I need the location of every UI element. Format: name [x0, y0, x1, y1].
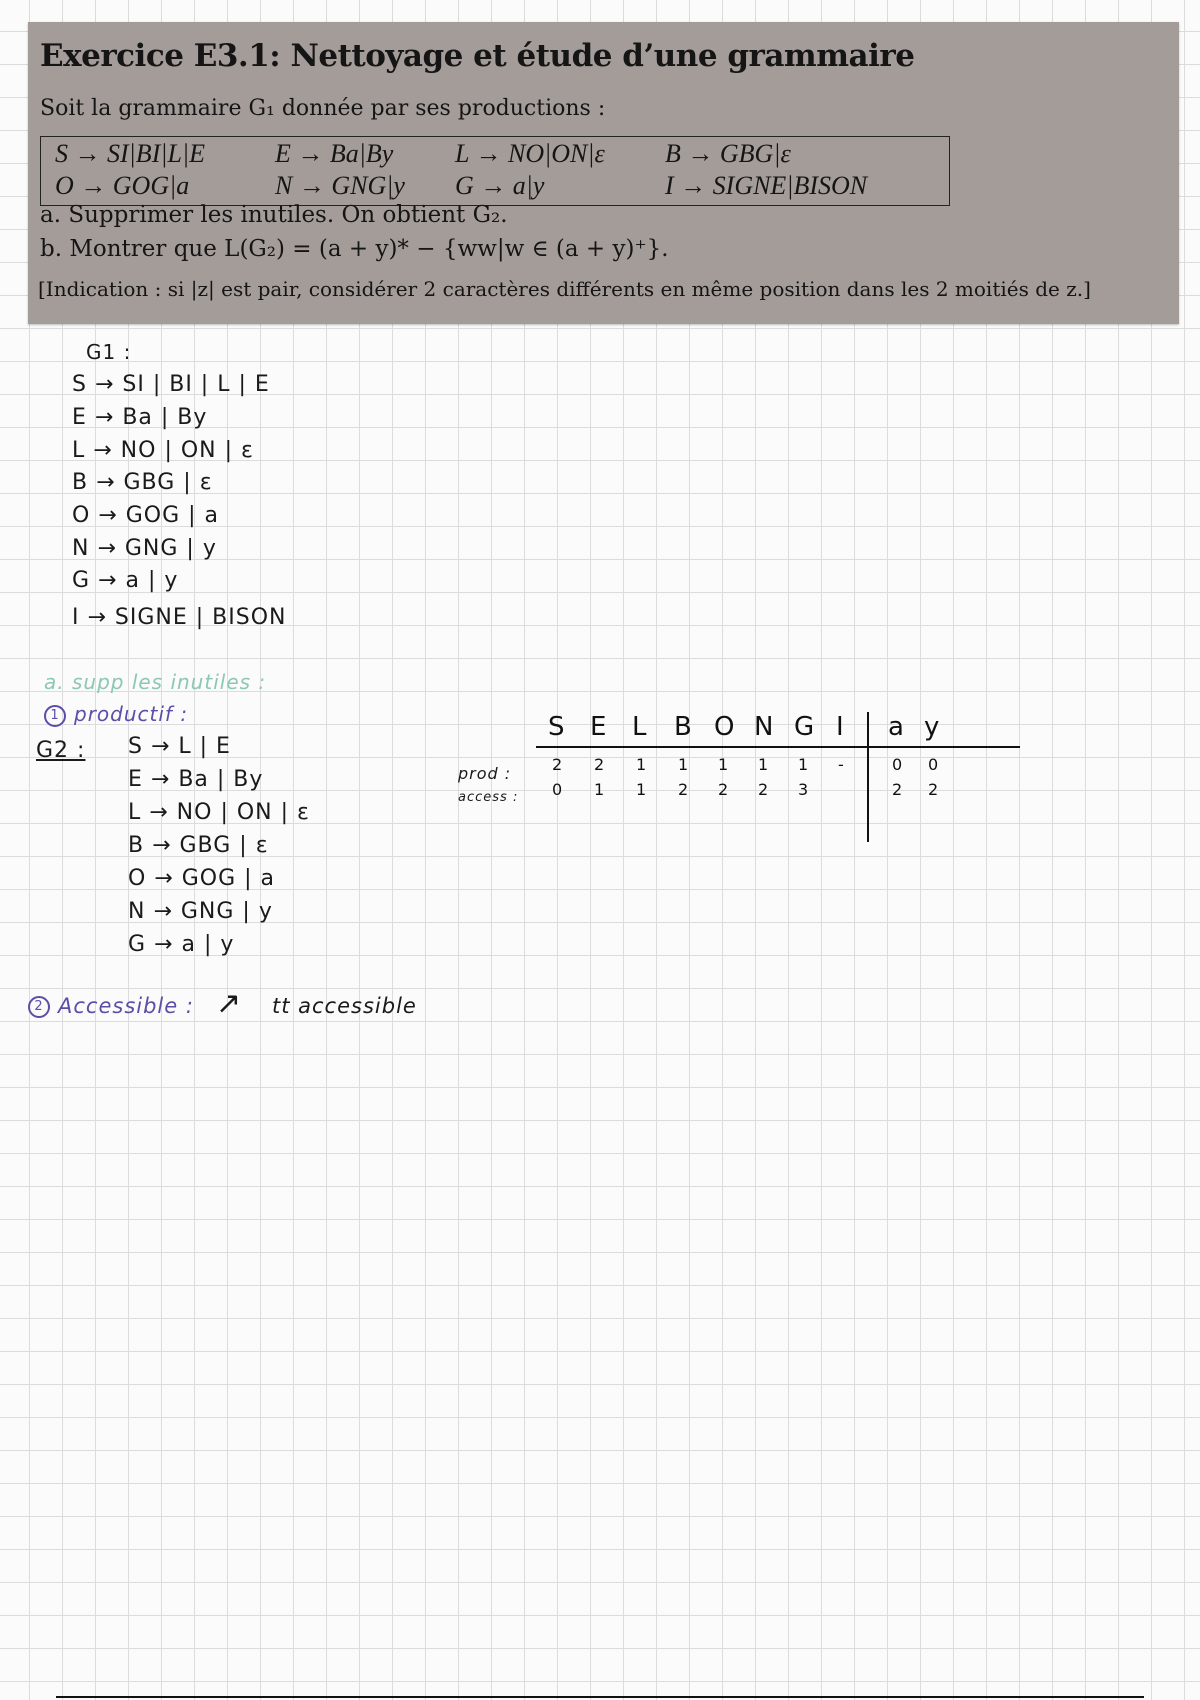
g1-rule: B → GBG | ε: [72, 470, 213, 495]
table-header: E: [590, 712, 607, 742]
step1-text: productif :: [74, 702, 189, 726]
table-header: S: [548, 712, 565, 742]
bottom-divider: [56, 1696, 1144, 1698]
table-header: B: [674, 712, 692, 742]
table-cell: 1: [798, 755, 809, 774]
table-cell: 1: [636, 780, 647, 799]
table-cell: 2: [758, 780, 769, 799]
question-a: a. Supprimer les inutiles. On obtient G₂.: [40, 202, 508, 228]
production-cell: E → Ba|By: [275, 139, 394, 168]
table-cell: 2: [678, 780, 689, 799]
exercise-box: [28, 22, 1179, 324]
table-vertical-rule: [867, 712, 869, 842]
step2-comment: tt accessible: [272, 994, 417, 1018]
productions-table: [40, 136, 950, 206]
row-label-prod: prod :: [458, 764, 512, 783]
table-cell: 1: [758, 755, 769, 774]
table-header: G: [794, 712, 815, 742]
table-header: L: [632, 712, 647, 742]
table-header: I: [836, 712, 844, 742]
table-cell: 1: [594, 780, 605, 799]
table-cell: 1: [636, 755, 647, 774]
g2-rule: N → GNG | y: [128, 899, 273, 924]
production-cell: G → a|y: [455, 171, 545, 200]
table-cell: 2: [928, 780, 939, 799]
step2-number: 2: [28, 996, 50, 1018]
table-horizontal-rule: [536, 746, 1020, 748]
production-cell: N → GNG|y: [275, 171, 405, 200]
g2-rule: B → GBG | ε: [128, 833, 269, 858]
step1-number: 1: [44, 705, 66, 727]
step2-text: Accessible :: [58, 994, 194, 1018]
g1-rule: E → Ba | By: [72, 405, 208, 430]
arrow-icon: ↗: [216, 986, 243, 1021]
table-cell: 1: [718, 755, 729, 774]
g2-rule: E → Ba | By: [128, 767, 264, 792]
g1-rule: G → a | y: [72, 568, 179, 593]
production-cell: S → SI|BI|L|E: [55, 139, 205, 168]
table-cell: 2: [552, 755, 563, 774]
g1-rule: O → GOG | a: [72, 503, 220, 528]
table-cell: 3: [798, 780, 809, 799]
g1-rule: I → SIGNE | BISON: [72, 605, 287, 630]
g2-rule: S → L | E: [128, 734, 231, 759]
g1-label: G1 :: [86, 340, 132, 364]
g2-rule: L → NO | ON | ε: [128, 800, 310, 825]
production-cell: B → GBG|ε: [665, 139, 791, 168]
exercise-intro: Soit la grammaire G₁ donnée par ses productions :: [40, 96, 606, 121]
table-cell: 2: [892, 780, 903, 799]
table-cell: 2: [594, 755, 605, 774]
exercise-title: Exercice E3.1: Nettoyage et étude d’une grammaire: [40, 38, 915, 74]
step2-note: [28, 994, 194, 1018]
table-cell: 2: [718, 780, 729, 799]
production-cell: L → NO|ON|ε: [455, 139, 605, 168]
table-cell: 0: [928, 755, 939, 774]
g1-rule: S → SI | BI | L | E: [72, 372, 270, 397]
hint: [Indication : si |z| est pair, considérer 2 caractères différents en même position dans les 2 moitiés de z.]: [38, 277, 1091, 301]
table-cell: 0: [552, 780, 563, 799]
g1-rule: L → NO | ON | ε: [72, 438, 254, 463]
table-cell: 0: [892, 755, 903, 774]
table-cell: 1: [678, 755, 689, 774]
table-cell: -: [838, 755, 844, 774]
table-header: y: [924, 712, 940, 742]
table-header: a: [888, 712, 904, 742]
step1-note: [44, 702, 188, 727]
question-b: b. Montrer que L(G₂) = (a + y)* − {ww|w ∈ (a + y)⁺}.: [40, 236, 669, 262]
table-header: O: [714, 712, 735, 742]
g2-label: G2 :: [36, 738, 86, 763]
row-label-access: access :: [458, 790, 519, 805]
table-header: N: [754, 712, 774, 742]
g2-rule: O → GOG | a: [128, 866, 276, 891]
production-cell: O → GOG|a: [55, 171, 190, 200]
step-a-note: a. supp les inutiles :: [44, 670, 267, 694]
g2-rule: G → a | y: [128, 932, 235, 957]
g1-rule: N → GNG | y: [72, 536, 217, 561]
production-cell: I → SIGNE|BISON: [665, 171, 868, 200]
